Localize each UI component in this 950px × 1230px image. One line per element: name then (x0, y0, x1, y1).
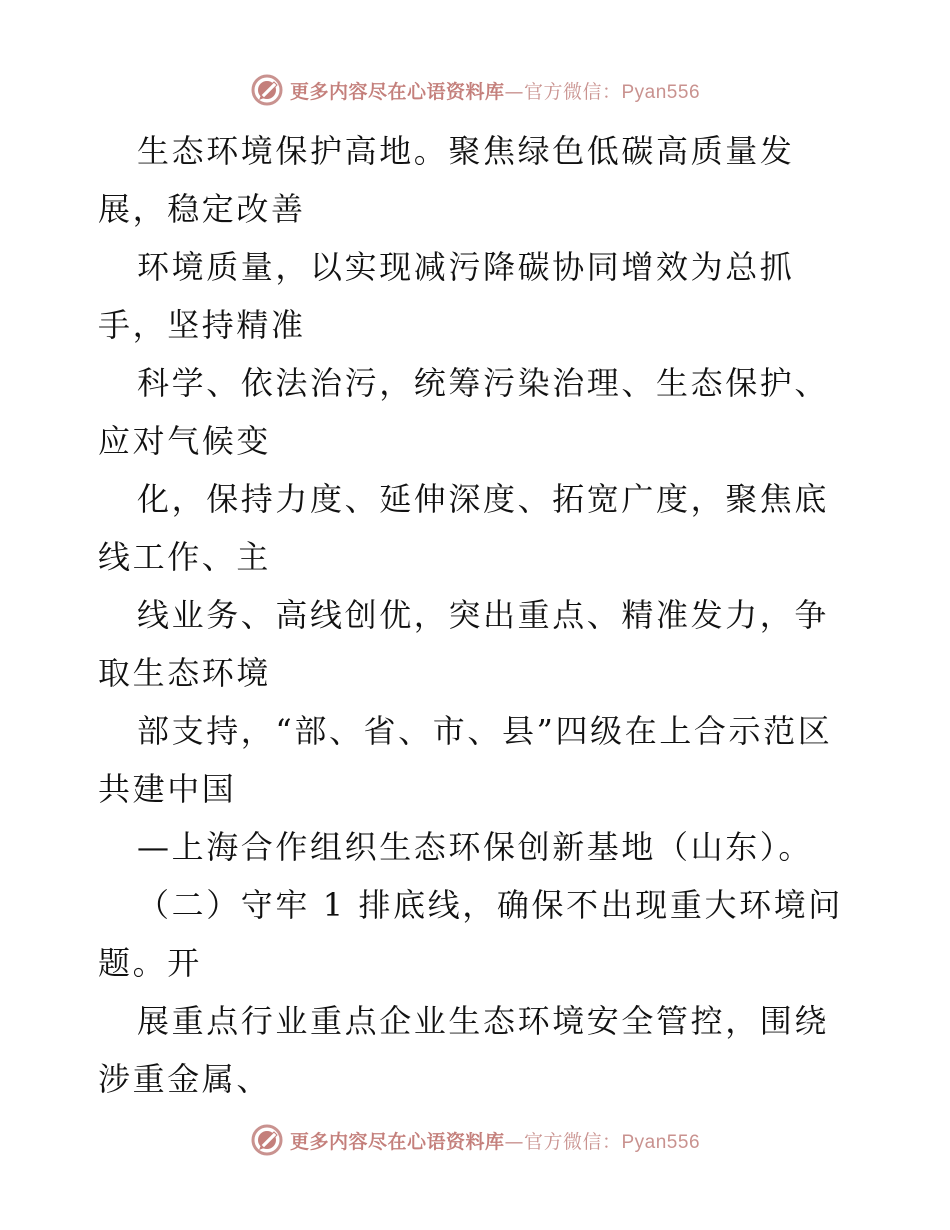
paragraph: （二）守牢 1 排底线，确保不出现重大环境问题。开 (98, 886, 843, 982)
header-banner-text (290, 77, 700, 104)
paragraph: 环境质量，以实现减污降碳协同增效为总抓手，坚持精准 (98, 248, 795, 344)
paragraph: —上海合作组织生态环保创新基地（山东）。 (137, 828, 814, 866)
paragraph: 部支持，“部、省、市、县”四级在上合示范区共建中国 (98, 712, 833, 808)
document-body (98, 122, 858, 1108)
paragraph: 展重点行业重点企业生态环境安全管控，围绕涉重金属、 (98, 1002, 830, 1098)
footer-banner (0, 1120, 950, 1160)
pen-logo-icon (250, 73, 284, 107)
paragraph: 生态环境保护高地。聚焦绿色低碳高质量发展，稳定改善 (98, 132, 795, 228)
paragraph: 化，保持力度、延伸深度、拓宽广度，聚焦底线工作、主 (98, 480, 830, 576)
wechat-label: 官方微信： (523, 1130, 622, 1153)
paragraph: 线业务、高线创优，突出重点、精准发力，争取生态环境 (98, 596, 830, 692)
site-name: 更多内容尽在心语资料库 (289, 1130, 505, 1153)
footer-banner-text (290, 1127, 700, 1154)
pen-logo-icon (250, 1123, 284, 1157)
separator: — (504, 80, 524, 103)
header-banner (0, 70, 950, 110)
wechat-label: 官方微信： (523, 80, 622, 103)
footer-banner-content (250, 1123, 700, 1157)
wechat-id: Pyan556 (621, 81, 701, 103)
paragraph: 科学、依法治污，统筹污染治理、生态保护、应对气候变 (98, 364, 830, 460)
site-name: 更多内容尽在心语资料库 (289, 80, 505, 103)
separator: — (504, 1130, 524, 1153)
header-banner-content (250, 73, 700, 107)
wechat-id: Pyan556 (621, 1131, 701, 1153)
